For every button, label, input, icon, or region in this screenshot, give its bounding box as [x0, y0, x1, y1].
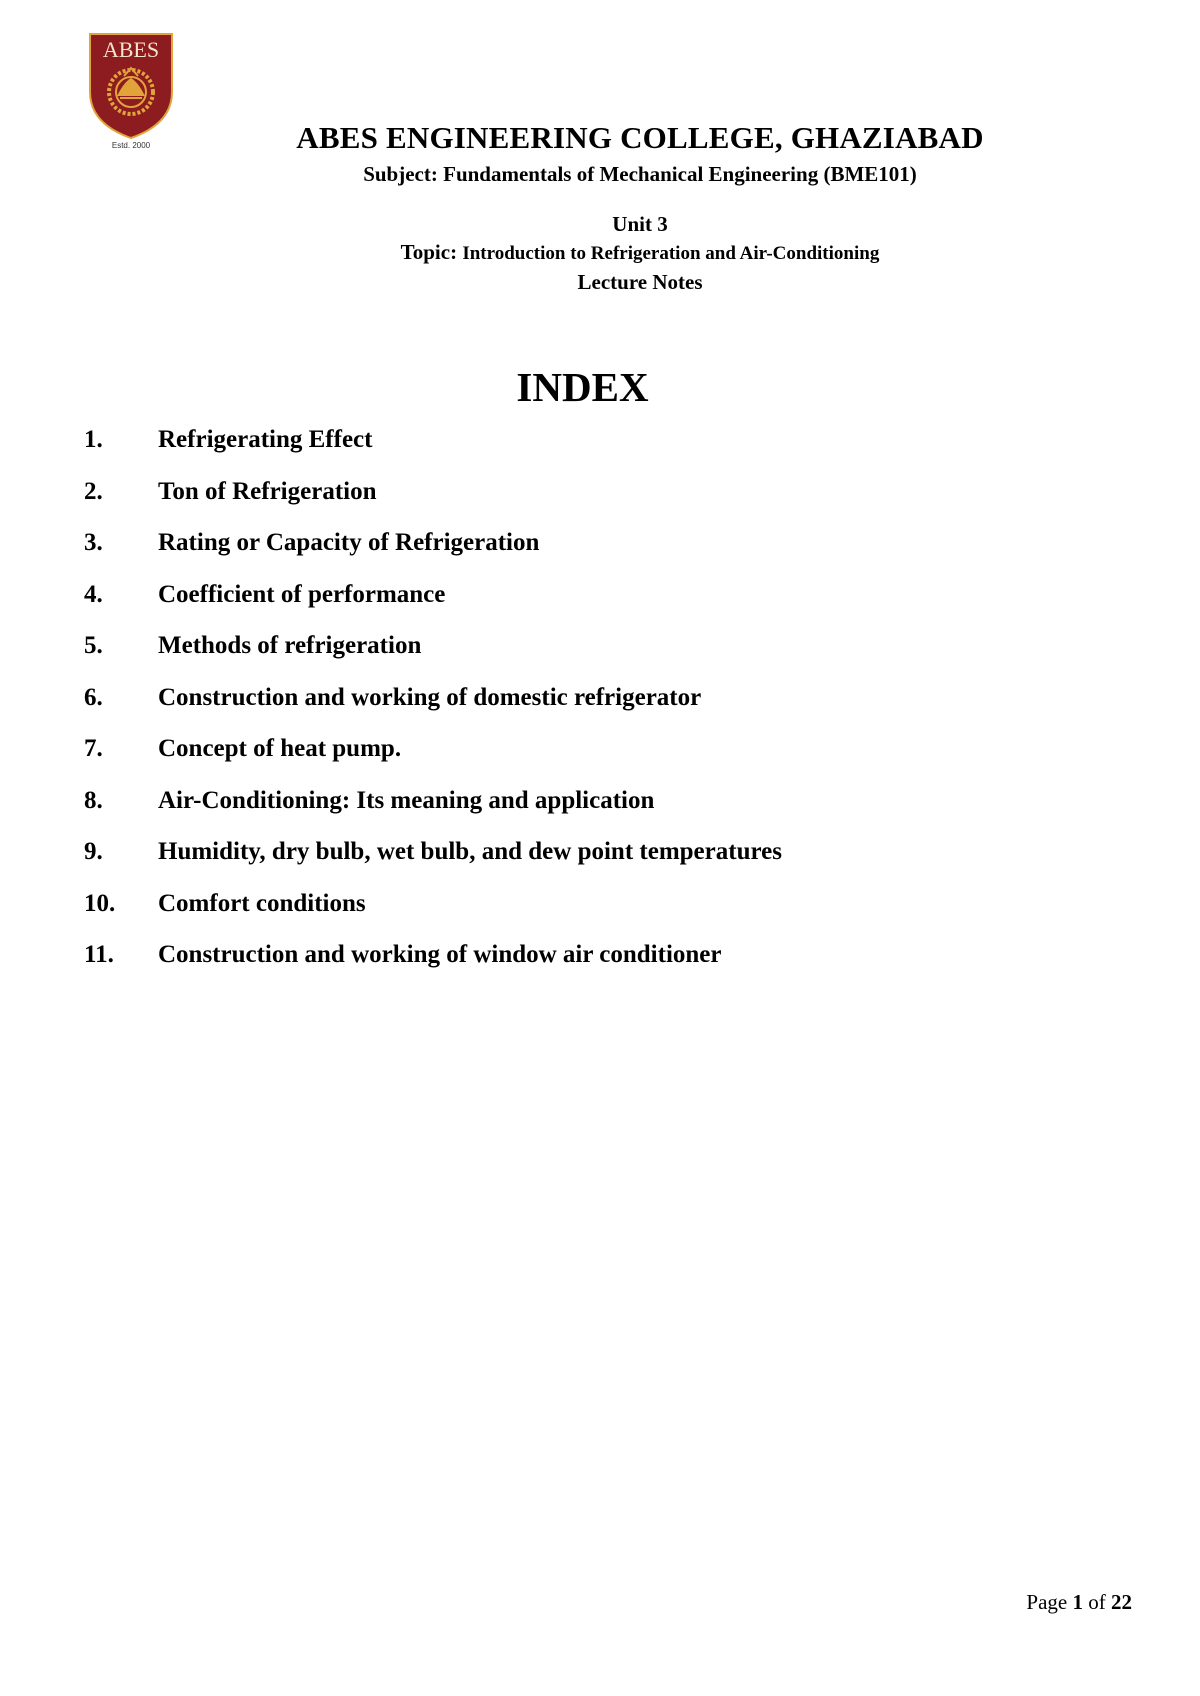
index-item-number: 8. — [84, 786, 103, 814]
index-item — [84, 836, 1084, 888]
college-name: ABES ENGINEERING COLLEGE, GHAZIABAD — [296, 120, 984, 155]
index-item-number: 4. — [84, 580, 103, 608]
lecture-notes-line: Lecture Notes — [577, 270, 703, 294]
topic-line — [250, 238, 1030, 268]
unit-line: Unit 3 — [612, 212, 668, 236]
college-logo — [84, 30, 178, 150]
page-total: 22 — [1111, 1590, 1132, 1614]
index-item-label: Humidity, dry bulb, wet bulb, and dew point temperatures — [158, 838, 782, 865]
index-item-label: Air-Conditioning: Its meaning and application — [158, 786, 655, 814]
page-current: 1 — [1072, 1590, 1083, 1614]
index-item-number: 6. — [84, 683, 103, 711]
index-item-label: Coefficient of performance — [158, 580, 446, 608]
index-item-number: 3. — [84, 529, 103, 556]
index-item — [84, 888, 1084, 940]
topic-text: Introduction to Refrigeration and Air-Conditioning — [462, 243, 880, 264]
index-item-number: 10. — [84, 889, 116, 917]
index-item-label: Refrigerating Effect — [158, 426, 373, 453]
index-item — [84, 682, 1084, 734]
document-header — [250, 118, 1030, 296]
abes-shield-logo — [84, 30, 178, 150]
index-item-number: 2. — [84, 477, 103, 505]
index-list — [84, 424, 1084, 991]
index-item — [84, 527, 1084, 579]
index-item-label: Construction and working of domestic refrigerator — [158, 683, 702, 711]
page-prefix: Page — [1026, 1590, 1073, 1614]
index-item — [84, 579, 1084, 631]
index-item-label: Methods of refrigeration — [158, 632, 422, 659]
index-item — [84, 785, 1084, 837]
index-item-label: Concept of heat pump. — [158, 735, 402, 762]
index-item — [84, 733, 1084, 785]
index-item-number: 9. — [84, 838, 103, 865]
index-item-number: 5. — [84, 632, 103, 659]
index-item-label: Comfort conditions — [158, 889, 366, 917]
index-item-number: 1. — [84, 426, 103, 453]
logo-text: ABES — [102, 37, 160, 62]
index-item-label: Ton of Refrigeration — [158, 477, 377, 505]
index-item-number: 11. — [84, 941, 114, 968]
subject-line: Subject: Fundamentals of Mechanical Engineering (BME101) — [363, 162, 917, 186]
page-number — [1026, 1588, 1132, 1616]
index-item — [84, 476, 1084, 528]
page-separator: of — [1083, 1590, 1111, 1614]
topic-label: Topic: — [400, 240, 463, 264]
index-item — [84, 424, 1084, 476]
index-item — [84, 939, 1084, 991]
index-item-label: Rating or Capacity of Refrigeration — [158, 529, 540, 556]
logo-est-text: Estd. 2000 — [111, 141, 151, 150]
index-heading: INDEX — [516, 364, 649, 410]
index-item — [84, 630, 1084, 682]
index-item-number: 7. — [84, 735, 103, 762]
index-item-label: Construction and working of window air conditioner — [158, 941, 722, 968]
